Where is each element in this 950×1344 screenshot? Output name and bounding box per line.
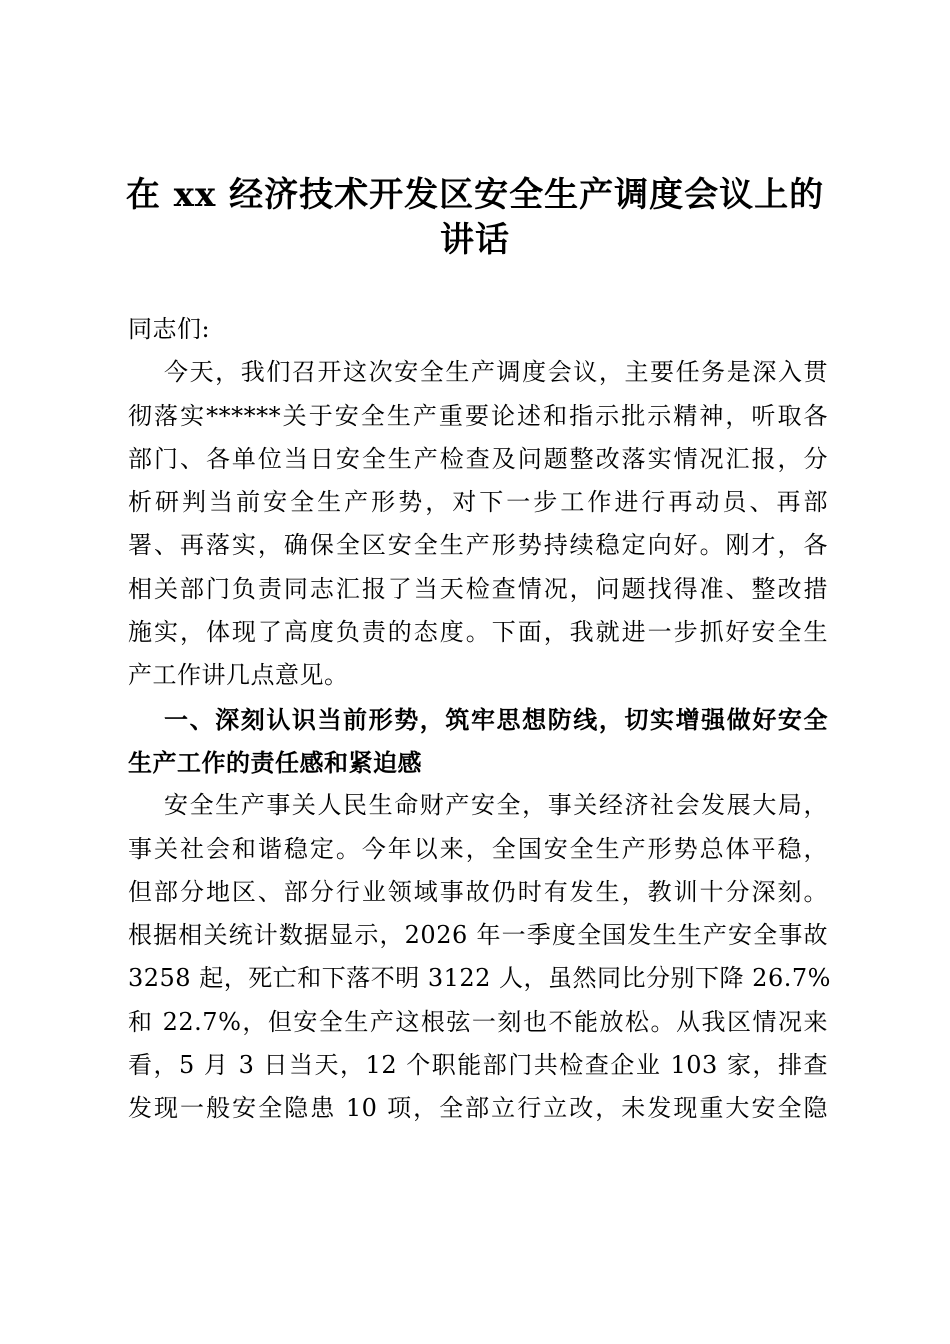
paragraph-2-line: 根据相关统计数据显示，2026 年一季度全国发生生产安全事故 bbox=[128, 921, 828, 950]
paragraph-1-line: 今天，我们召开这次安全生产调度会议，主要任务是深入贯 bbox=[164, 358, 828, 387]
salutation: 同志们: bbox=[128, 315, 211, 343]
paragraph-2-line: 事关社会和谐稳定。今年以来，全国安全生产形势总体平稳， bbox=[128, 834, 828, 863]
paragraph-1-line: 施实，体现了高度负责的态度。下面，我就进一步抓好安全生 bbox=[128, 618, 828, 647]
document-title-line-1: 在 xx 经济技术开发区安全生产调度会议上的 bbox=[125, 175, 825, 215]
section-heading-1-line: 生产工作的责任感和紧迫感 bbox=[128, 747, 422, 777]
paragraph-1-line: 彻落实******关于安全生产重要论述和指示批示精神，听取各 bbox=[128, 401, 828, 430]
paragraph-2-line: 和 22.7%，但安全生产这根弦一刻也不能放松。从我区情况来 bbox=[128, 1007, 828, 1036]
paragraph-1-line: 产工作讲几点意见。 bbox=[128, 661, 349, 690]
paragraph-2-line: 发现一般安全隐患 10 项，全部立行立改，未发现重大安全隐 bbox=[128, 1094, 828, 1123]
paragraph-1-line: 相关部门负责同志汇报了当天检查情况，问题找得准、整改措 bbox=[128, 574, 828, 603]
paragraph-2-line: 安全生产事关人民生命财产安全，事关经济社会发展大局， bbox=[164, 791, 828, 820]
paragraph-2-line: 但部分地区、部分行业领域事故仍时有发生，教训十分深刻。 bbox=[128, 877, 828, 906]
paragraph-1-line: 析研判当前安全生产形势，对下一步工作进行再动员、再部 bbox=[128, 488, 828, 517]
section-heading-1-line: 一、深刻认识当前形势，筑牢思想防线，切实增强做好安全 bbox=[164, 704, 828, 734]
paragraph-2-line: 3258 起，死亡和下落不明 3122 人，虽然同比分别下降 26.7% bbox=[128, 964, 831, 993]
paragraph-1-line: 署、再落实，确保全区安全生产形势持续稳定向好。刚才，各 bbox=[128, 531, 828, 560]
document-body bbox=[128, 308, 831, 1131]
document-title-line-2: 讲话 bbox=[440, 220, 510, 260]
paragraph-1-line: 部门、各单位当日安全生产检查及问题整改落实情况汇报，分 bbox=[128, 444, 828, 473]
paragraph-2-line: 看，5 月 3 日当天，12 个职能部门共检查企业 103 家，排查 bbox=[128, 1051, 828, 1080]
